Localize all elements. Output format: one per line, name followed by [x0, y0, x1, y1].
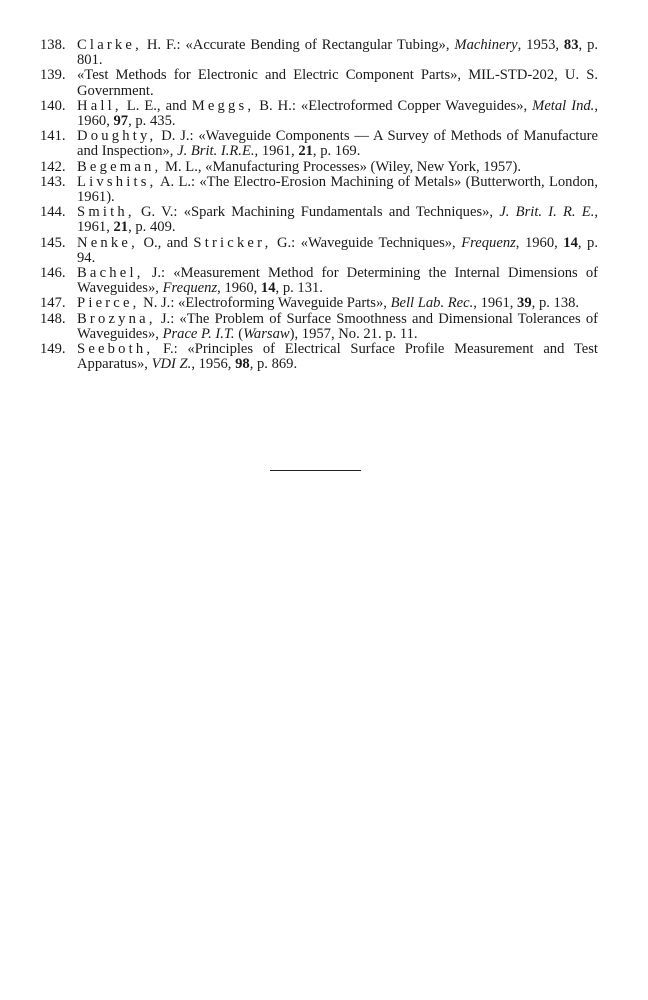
reference-text: Clarke, H. F.: «Accurate Bending of Rectangular Tubing», Machinery, 1953, 83, p. 801.	[77, 37, 599, 69]
reference-item	[40, 342, 598, 372]
reference-volume: 21	[113, 219, 129, 236]
reference-author: Smith,	[77, 204, 135, 221]
reference-journal: Frequenz	[162, 280, 218, 297]
reference-item	[40, 296, 598, 311]
reference-text: Brozyna, J.: «The Problem of Surface Smoothness and Dimensional Tolerances of Waveguides», Prace P. I.T. (Warsaw), 1957, No. 21. p. 11.	[77, 310, 598, 342]
reference-item	[40, 129, 598, 159]
reference-journal: J. Brit. I. R. E.	[499, 204, 595, 221]
reference-number: 149.	[40, 341, 66, 358]
reference-author: Clarke,	[77, 37, 142, 53]
reference-author: Livshits,	[77, 173, 157, 190]
reference-text: Begeman, M. L., «Manufacturing Processes» (Wiley, New York, 1957).	[77, 158, 521, 175]
reference-item	[40, 99, 598, 129]
reference-author: Stricker,	[193, 234, 272, 251]
reference-volume: 97	[113, 113, 129, 130]
reference-item	[40, 312, 598, 342]
reference-volume: 14	[260, 280, 276, 297]
reference-number: 146.	[40, 265, 66, 282]
reference-journal: Warsaw	[243, 325, 290, 342]
reference-number: 140.	[40, 97, 66, 114]
reference-journal: Machinery	[454, 37, 518, 53]
reference-item	[40, 236, 598, 266]
reference-author: Nenke,	[77, 234, 138, 251]
reference-volume: 21	[298, 143, 313, 160]
reference-number: 144.	[40, 204, 66, 221]
reference-journal: Metal Ind.	[532, 97, 595, 114]
reference-author: Meggs,	[191, 97, 255, 114]
reference-author: Pierce,	[77, 295, 140, 312]
reference-author: Seeboth,	[77, 341, 154, 358]
reference-author: Bachel,	[77, 265, 144, 282]
reference-number: 141.	[40, 128, 66, 145]
reference-item	[40, 160, 598, 175]
reference-text: «Test Methods for Electronic and Electric Component Parts», MIL-STD-202, U. S. Government.	[77, 67, 598, 99]
reference-text: Nenke, O., and Stricker, G.: «Waveguide Techniques», Frequenz, 1960, 14, p. 94.	[77, 234, 598, 266]
reference-number: 143.	[40, 173, 66, 190]
reference-author: Doughty,	[77, 128, 157, 145]
reference-number: 139.	[40, 67, 66, 84]
reference-journal: Bell Lab. Rec.	[390, 295, 474, 312]
reference-number: 145.	[40, 234, 66, 251]
reference-item	[40, 68, 598, 98]
reference-author: Begeman,	[77, 158, 162, 175]
reference-item	[40, 266, 598, 296]
reference-volume: 14	[563, 234, 578, 251]
reference-volume: 98	[235, 356, 250, 373]
reference-text: Pierce, N. J.: «Electroforming Waveguide Parts», Bell Lab. Rec., 1961, 39, p. 138.	[77, 295, 580, 312]
reference-journal: Frequenz	[461, 234, 516, 251]
reference-text: Bachel, J.: «Measurement Method for Determining the Internal Dimensions of Waveguides», Frequenz, 1960, 14, p. 131.	[77, 265, 598, 297]
reference-number: 148.	[40, 310, 66, 327]
reference-item	[40, 175, 598, 205]
section-end-rule	[270, 470, 361, 471]
reference-author: Hall,	[77, 97, 122, 114]
reference-text: Doughty, D. J.: «Waveguide Components — A Survey of Methods of Manufacture and Inspection», J. Brit. I.R.E., 1961, 21, p. 169.	[77, 128, 598, 160]
reference-text: Livshits, A. L.: «The Electro-Erosion Machining of Metals» (Butterworth, London, 1961).	[77, 173, 598, 206]
reference-text: Seeboth, F.: «Principles of Electrical Surface Profile Measurement and Test Apparatus», VDI Z., 1956, 98, p. 869.	[77, 341, 598, 373]
reference-text: Smith, G. V.: «Spark Machining Fundamentals and Techniques», J. Brit. I. R. E., 1961, 21, p. 409.	[77, 204, 598, 236]
reference-number: 147.	[40, 295, 66, 312]
reference-journal: Prace P. I.T.	[162, 325, 235, 342]
reference-item	[40, 205, 598, 235]
reference-text: Hall, L. E., and Meggs, B. H.: «Electroformed Copper Waveguides», Metal Ind., 1960, 97, p. 435.	[77, 97, 598, 130]
reference-list	[40, 38, 598, 372]
reference-journal: VDI Z.	[151, 356, 192, 373]
reference-number: 138.	[40, 37, 66, 53]
reference-number: 142.	[40, 158, 66, 175]
reference-author: Brozyna,	[77, 310, 156, 327]
reference-item	[40, 38, 598, 68]
reference-volume: 83	[563, 37, 579, 53]
reference-volume: 39	[517, 295, 532, 312]
reference-journal: J. Brit. I.R.E.	[177, 143, 255, 160]
